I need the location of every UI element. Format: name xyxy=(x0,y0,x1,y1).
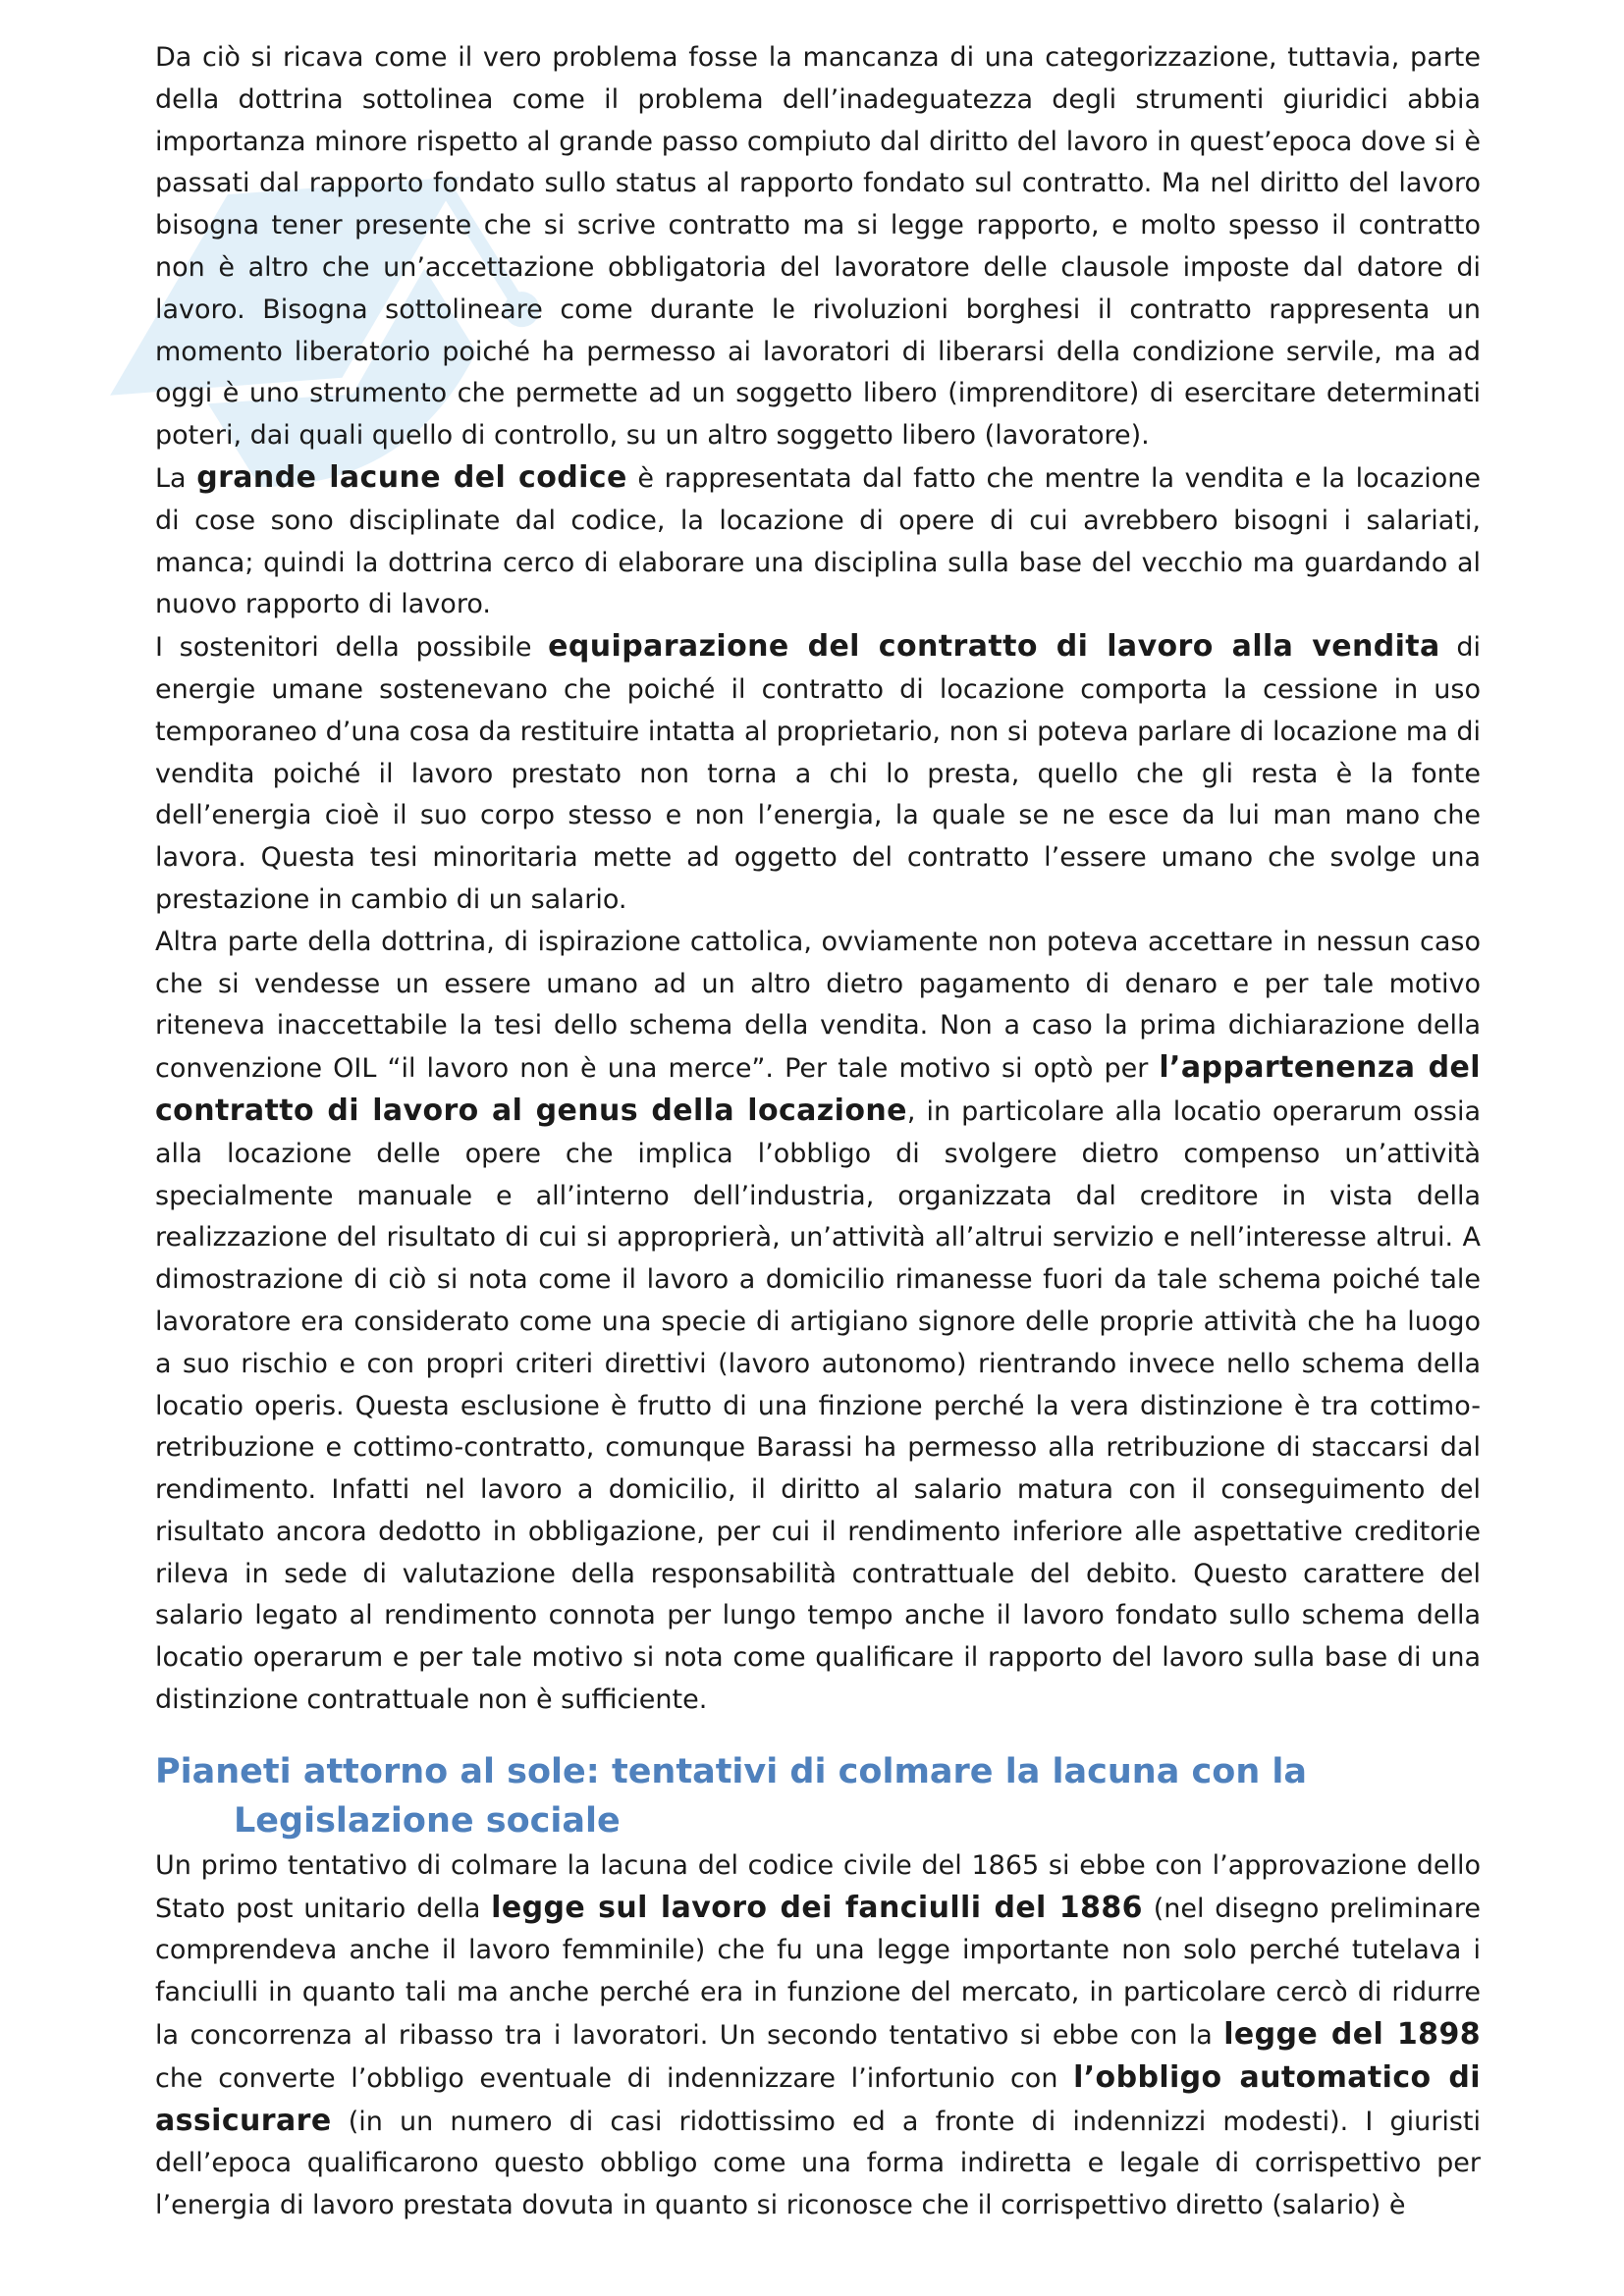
text-run: che converte l’obbligo eventuale di indennizzare l’infortunio con xyxy=(155,2062,1074,2094)
paragraph-3 xyxy=(155,626,1481,922)
text-run: Un primo tentativo di colmare la lacuna del codice civile del 1865 si ebbe con l’approvazione dello Stato post unitario della xyxy=(155,1849,1481,1924)
text-run: La xyxy=(155,462,197,494)
bold-phrase: equiparazione del contratto di lavoro alla vendita xyxy=(548,629,1440,665)
text-run: (nel disegno preliminare comprendeva anche il lavoro femminile) che fu una legge importante non solo perché tutelava i fanciulli in quanto tali ma anche perché era in funzione del mercato, in particolare cercò di ridurre la concorrenza al ribasso tra i lavoratori. Un secondo tentativo si ebbe con la xyxy=(155,1893,1481,2052)
bold-phrase: legge del 1898 xyxy=(1223,2017,1481,2053)
bold-phrase: l’obbligo automatico di assicurare xyxy=(155,2059,1481,2138)
bold-phrase: grande lacune del codice xyxy=(196,459,627,495)
bold-phrase: l’appartenenza del contratto di lavoro al genus della locazione xyxy=(155,1050,1481,1128)
paragraph-5 xyxy=(155,1845,1481,2227)
text-run: , in particolare alla locatio operarum ossia alla locazione delle opere che implica l’obbligo di svolgere dietro compenso un’attività specialmente manuale e all’interno dell’industria, organizzata dal creditore in vista della realizzazione del risultato di cui si approprierà, un’attività all’altrui servizio e nell’interesse altrui. A dimostrazione di ciò si nota come il lavoro a domicilio rimanesse fuori da tale schema poiché tale lavoratore era considerato come una specie di artigiano signore delle proprie attività che ha luogo a suo rischio e con propri criteri direttivi (lavoro autonomo) rientrando invece nello schema della locatio operis. Questa esclusione è frutto di una finzione perché la vera distinzione è tra cottimo-retribuzione e cottimo-contratto, comunque Barassi ha permesso alla retribuzione di staccarsi dal rendimento. Infatti nel lavoro a domicilio, il diritto al salario matura con il conseguimento del risultato ancora dedotto in obbligazione, per cui il rendimento inferiore alle aspettative creditorie rileva in sede di valutazione della responsabilità contrattuale del debito. Questo carattere del salario legato al rendimento connota per lungo tempo anche il lavoro fondato sullo schema della locatio operarum e per tale motivo si nota come qualificare il rapporto del lavoro sulla base di una distinzione contrattuale non è sufficiente. xyxy=(155,1095,1481,1716)
text-run: Da ciò si ricava come il vero problema fosse la mancanza di una categorizzazione, tuttavia, parte della dottrina sottolinea come il problema dell’inadeguatezza degli strumenti giuridici abbia importanza minore rispetto al grande passo compiuto dal diritto del lavoro in quest’epoca dove si è passati dal rapporto fondato sullo status al rapporto fondato sul contratto. Ma nel diritto del lavoro bisogna tener presente che si scrive contratto ma si legge rapporto, e molto spesso il contratto non è altro che un’accettazione obbligatoria del lavoratore delle clausole imposte dal datore di lavoro. Bisogna sottolineare come durante le rivoluzioni borghesi il contratto rappresenta un momento liberatorio poiché ha permesso ai lavoratori di liberarsi della condizione servile, ma ad oggi è uno strumento che permette ad un soggetto libero (imprenditore) di esercitare determinati poteri, dai quali quello di controllo, su un altro soggetto libero (lavoratore). xyxy=(155,42,1481,452)
text-run: (in un numero di casi ridottissimo ed a fronte di indennizzi modesti). I giuristi dell’epoca qualificarono questo obbligo come una forma indiretta e legale di corrispettivo per l’energia di lavoro prestata dovuta in quanto si riconosce che il corrispettivo diretto (salario) è xyxy=(155,2106,1481,2221)
text-run: Altra parte della dottrina, di ispirazione cattolica, ovviamente non poteva accettare in nessun caso che si vendesse un essere umano ad un altro dietro pagamento di denaro e per tale motivo riteneva inaccettabile la tesi dello schema della vendita. Non a caso la prima dichiarazione della convenzione OIL “il lavoro non è una merce”. Per tale motivo si optò per xyxy=(155,926,1481,1085)
text-run: I sostenitori della possibile xyxy=(155,632,549,664)
paragraph-1 xyxy=(155,37,1481,457)
section-heading: Pianeti attorno al sole: tentativi di colmare la lacuna con la Legislazione sociale xyxy=(155,1751,1308,1841)
paragraph-4 xyxy=(155,922,1481,1722)
text-run: di energie umane sostenevano che poiché il contratto di locazione comporta la cessione in uso temporaneo d’una cosa da restituire intatta al proprietario, non si poteva parlare di locazione ma di vendita poiché il lavoro prestato non torna a chi lo presta, quello che gli resta è la fonte dell’energia cioè il suo corpo stesso e non l’energia, la quale se ne esce da lui man mano che lavora. Questa tesi minoritaria mette ad oggetto del contratto l’essere umano che svolge una prestazione in cambio di un salario. xyxy=(155,632,1481,915)
text-run: è rappresentata dal fatto che mentre la vendita e la locazione di cose sono disciplinate dal codice, la locazione di opere di cui avrebbero bisogni i salariati, manca; quindi la dottrina cerco di elaborare una disciplina sulla base del vecchio ma guardando al nuovo rapporto di lavoro. xyxy=(155,462,1481,620)
paragraph-2 xyxy=(155,457,1481,626)
bold-phrase: legge sul lavoro dei fanciulli del 1886 xyxy=(491,1890,1143,1925)
document-body xyxy=(155,37,1481,2227)
